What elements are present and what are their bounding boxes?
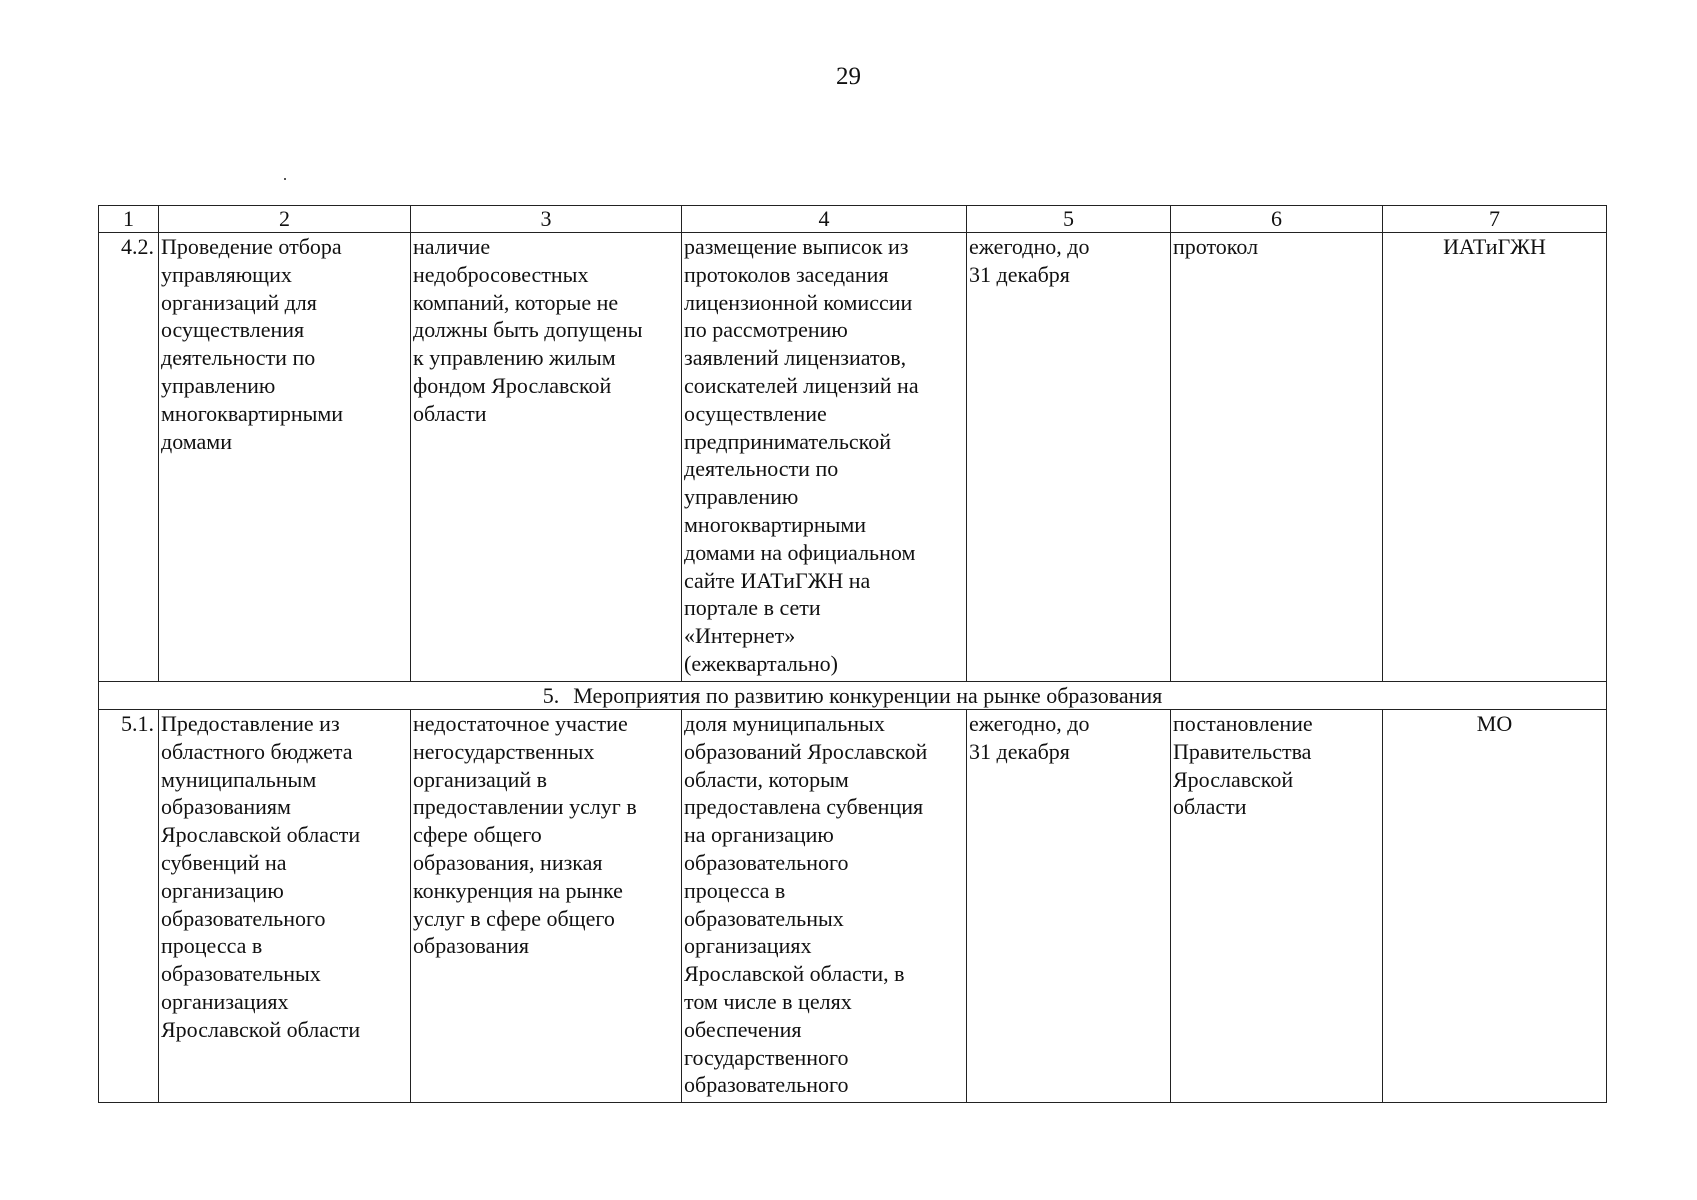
column-number-row [99,206,1607,233]
responsible-executor: ИАТиГЖН [1383,233,1607,682]
deadline: ежегодно, до 31 декабря [967,710,1171,1103]
measure-name: Проведение отбора управляющих организаций для осуществления деятельности по управлению многоквартирными домами [159,233,411,682]
section-number: 5. [542,683,560,708]
result-indicator: размещение выписок из протоколов заседания лицензионной комиссии по рассмотрению заявлений лицензиатов, соискателей лицензий на осуществление предпринимательской деятельности по управлению многоквартирными домами на официальном сайте ИАТиГЖН на портале в сети «Интернет» (ежеквартально) [682,233,967,682]
section-title: Мероприятия по развитию конкуренции на рынке образования [573,683,1163,708]
table-row-5-1 [99,710,1607,1103]
column-header: 1 [99,206,159,233]
document-type: постановление Правительства Ярославской области [1171,710,1383,1103]
deadline: ежегодно, до 31 декабря [967,233,1171,682]
result-indicator: доля муниципальных образований Ярославской области, которым предоставлена субвенция на организацию образовательного процесса в образовательных организациях Ярославской области, в том числе в целях обеспечения государственного образовательного [682,710,967,1103]
column-header: 6 [1171,206,1383,233]
problem-description: наличие недобросовестных компаний, которые не должны быть допущены к управлению жилым фондом Ярославской области [411,233,682,682]
column-header: 4 [682,206,967,233]
column-header: 3 [411,206,682,233]
measures-table [98,205,1607,1103]
measure-name: Предоставление из областного бюджета муниципальным образованиям Ярославской области субвенций на организацию образовательного процесса в образовательных организациях Ярославской области [159,710,411,1103]
page-number: 29 [836,63,861,90]
table-row-4-2 [99,233,1607,682]
column-header: 5 [967,206,1171,233]
section-heading-row [99,682,1607,710]
document-type: протокол [1171,233,1383,682]
row-number: 5.1. [99,710,159,1103]
responsible-executor: МО [1383,710,1607,1103]
column-header: 7 [1383,206,1607,233]
problem-description: недостаточное участие негосударственных организаций в предоставлении услуг в сфере общего образования, низкая конкуренция на рынке услуг в сфере общего образования [411,710,682,1103]
column-header: 2 [159,206,411,233]
scan-speck [284,178,286,180]
row-number: 4.2. [99,233,159,682]
section-heading [99,682,1607,710]
